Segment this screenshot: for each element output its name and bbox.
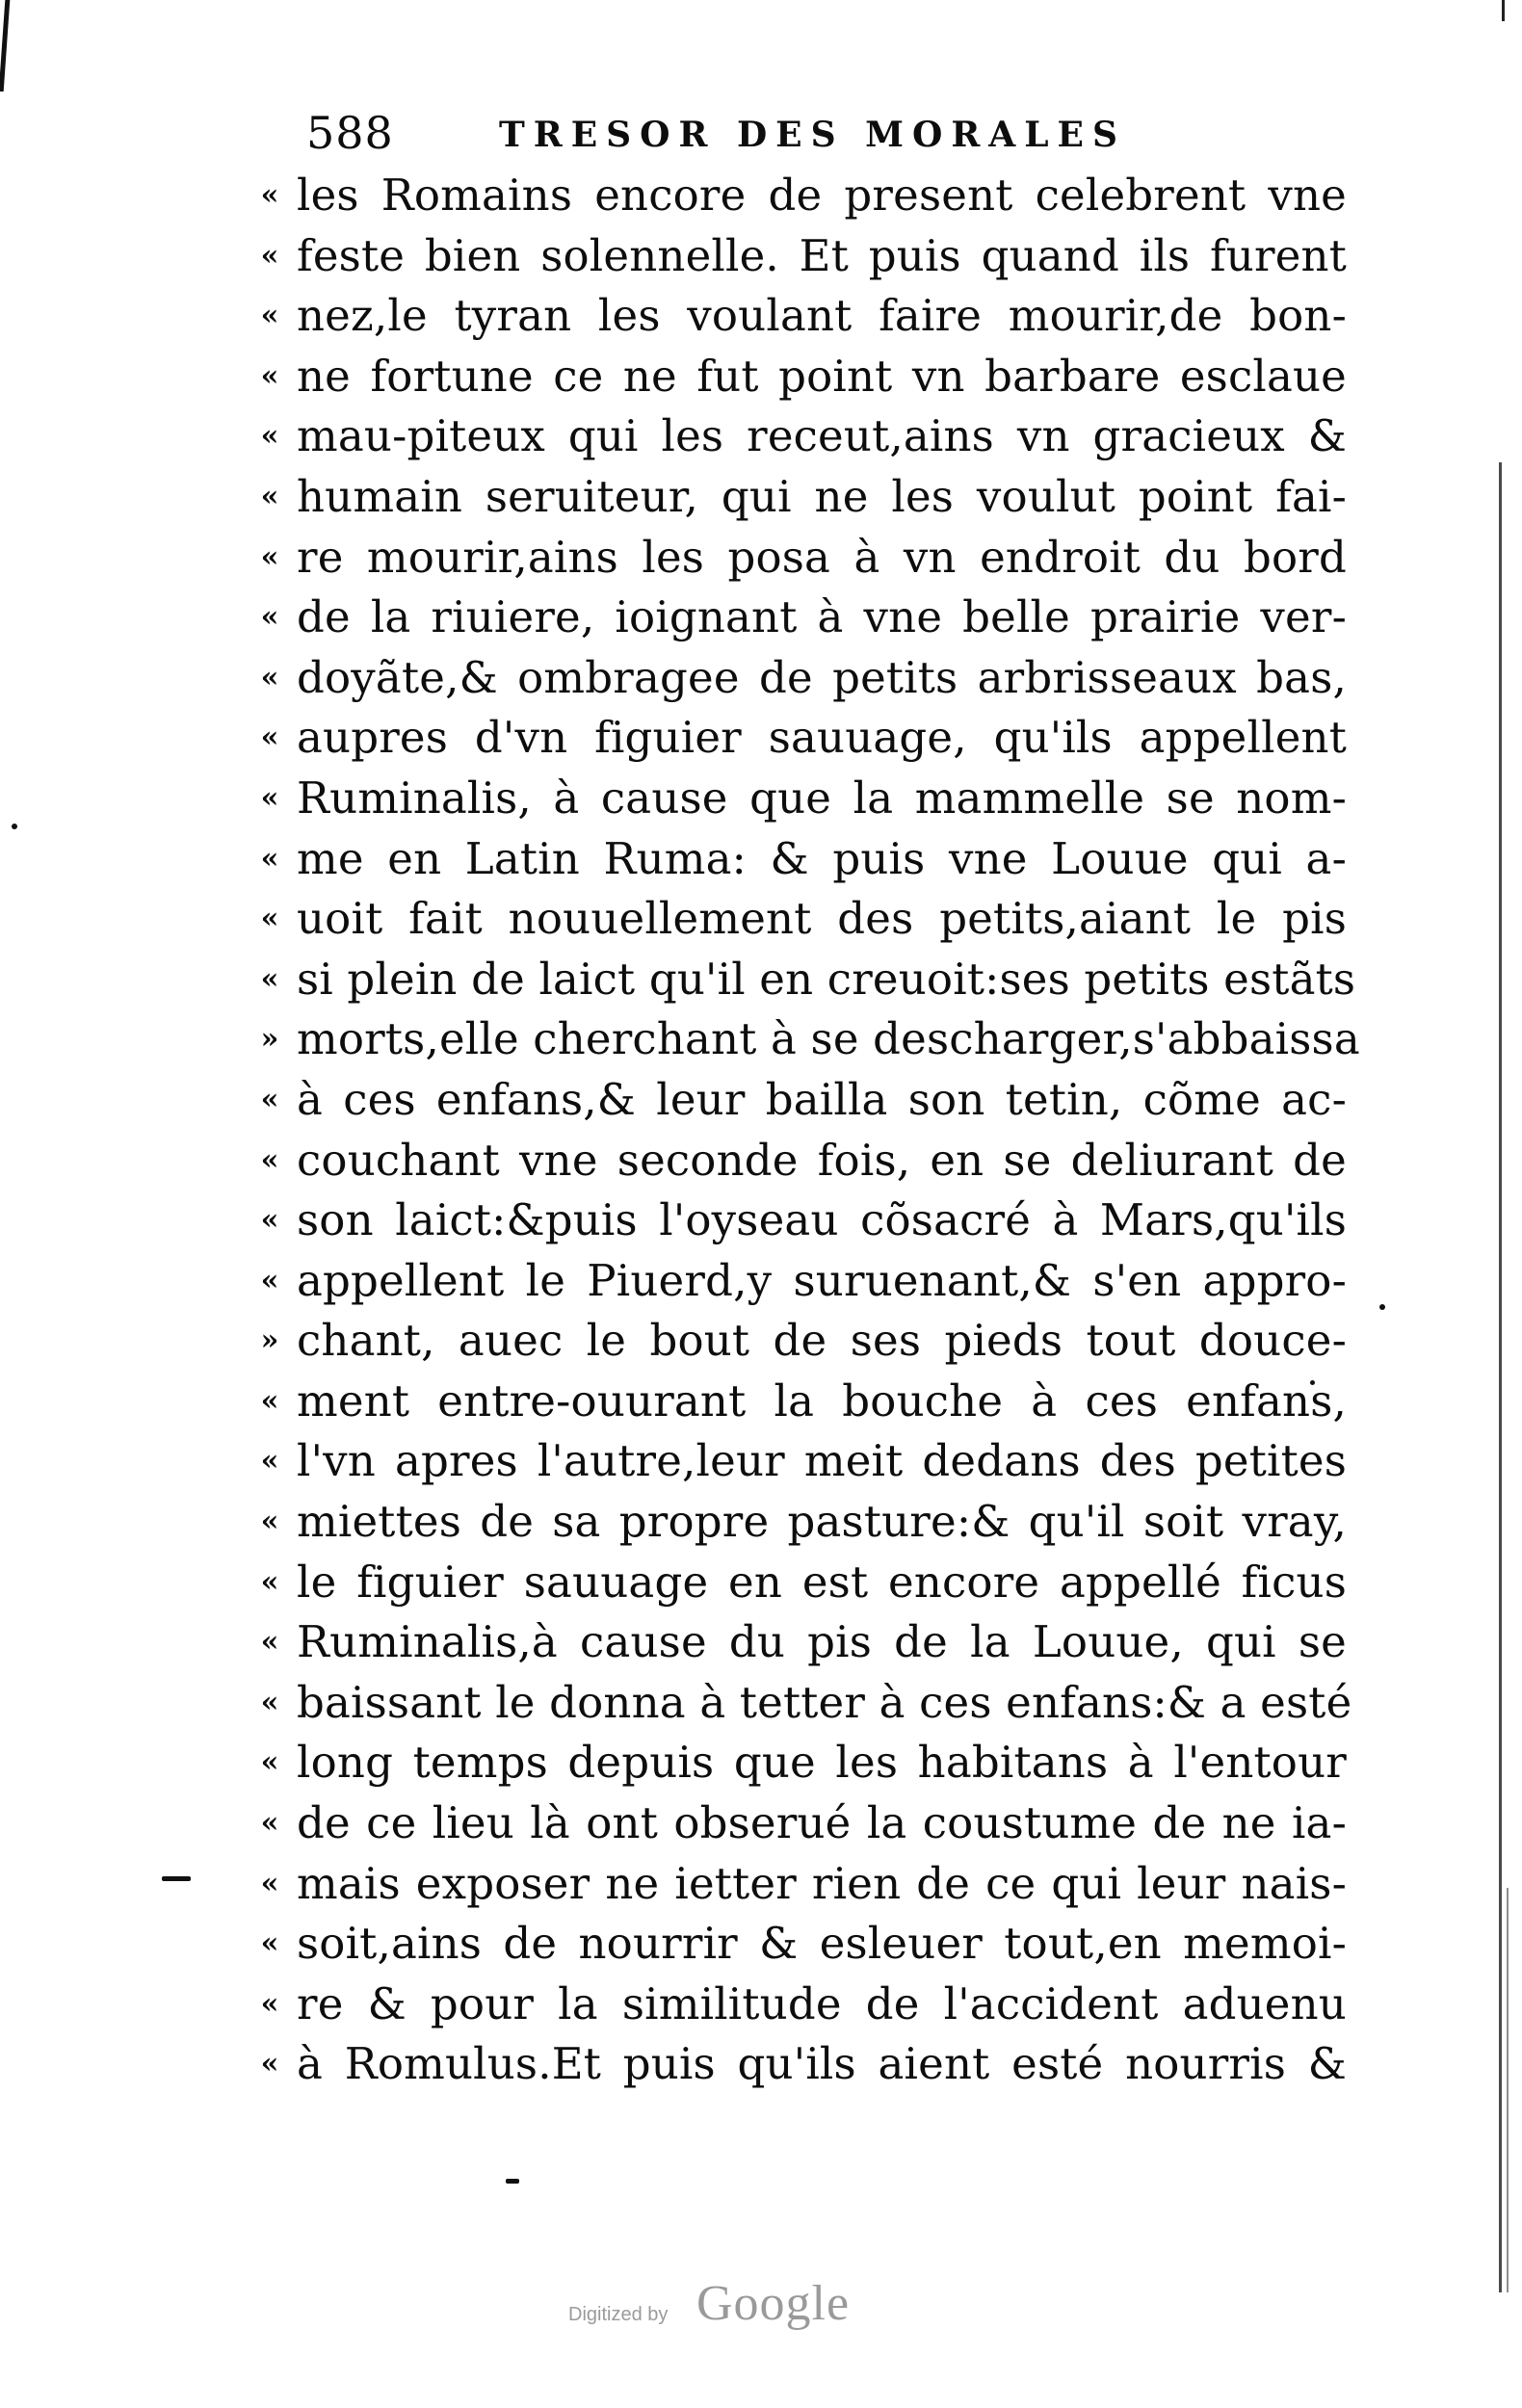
quotation-mark: « <box>260 1564 277 1599</box>
quotation-mark: « <box>260 902 277 936</box>
text-line <box>249 347 1356 407</box>
page-edge-mark <box>0 0 10 92</box>
text-line <box>249 1131 1356 1191</box>
line-text: baissant le donna à tetter à ces enfans:& a esté <box>297 1676 1352 1728</box>
text-line <box>249 2034 1356 2095</box>
ink-dash <box>162 1876 191 1881</box>
text-line <box>249 1492 1356 1553</box>
text-line <box>249 1914 1356 1975</box>
text-line <box>249 406 1356 467</box>
digitized-by-label: Digitized by <box>568 2304 669 2325</box>
text-line <box>249 1975 1356 2035</box>
google-logo: Google <box>696 2276 851 2331</box>
quotation-mark: » <box>260 1022 277 1057</box>
quotation-mark: « <box>260 600 277 635</box>
text-line <box>249 166 1356 226</box>
ink-dash <box>506 2179 519 2184</box>
quotation-mark: « <box>260 1383 277 1418</box>
line-text: le figuier sauuage en est encore appellé ficus <box>297 1556 1347 1608</box>
page-header <box>306 108 1327 162</box>
quotation-mark: « <box>260 1142 277 1177</box>
line-text: ne fortune ce ne fut point vn barbare esclaue <box>297 350 1347 402</box>
quotation-mark: « <box>260 1263 277 1297</box>
text-line <box>249 1372 1356 1432</box>
text-line <box>249 286 1356 347</box>
text-line <box>249 708 1356 769</box>
quotation-mark: « <box>260 1685 277 1719</box>
page-edge-mark <box>1507 1888 1509 2292</box>
quotation-mark: « <box>260 539 277 574</box>
text-line <box>249 1009 1360 1070</box>
text-line <box>249 1251 1356 1312</box>
quotation-mark: « <box>260 841 277 876</box>
line-text: re & pour la similitude de l'accident aduenu <box>297 1977 1347 2029</box>
text-line <box>249 226 1356 287</box>
quotation-mark: « <box>260 660 277 694</box>
line-text: long temps depuis que les habitans à l'entour <box>297 1737 1347 1789</box>
quotation-mark: « <box>260 1625 277 1660</box>
text-line <box>249 769 1356 829</box>
text-line <box>249 1733 1356 1793</box>
line-text: appellent le Piuerd,y suruenant,& s'en appro- <box>297 1254 1347 1306</box>
quotation-mark: « <box>260 479 277 513</box>
line-text: mais exposer ne ietter rien de ce qui leur nais- <box>297 1857 1347 1909</box>
text-line <box>249 1793 1356 1854</box>
quotation-mark: « <box>260 720 277 755</box>
text-line <box>249 648 1356 709</box>
text-line <box>249 528 1356 589</box>
quotation-mark: » <box>260 1323 277 1358</box>
quotation-mark: « <box>260 1926 277 1961</box>
quotation-mark: « <box>260 178 277 212</box>
line-text: à ces enfans,& leur bailla son tetin, cõme ac- <box>297 1073 1347 1125</box>
line-text: aupres d'vn figuier sauuage, qu'ils appellent <box>297 712 1347 764</box>
quotation-mark: « <box>260 1866 277 1900</box>
quotation-mark: « <box>260 299 277 333</box>
line-text: uoit fait nouuellement des petits,aiant le pis <box>297 893 1347 945</box>
page-edge-mark <box>1502 0 1505 21</box>
line-text: mau-piteux qui les receut,ains vn gracieux & <box>297 410 1347 462</box>
quotation-mark: « <box>260 1444 277 1479</box>
line-text: me en Latin Ruma: & puis vne Louue qui a- <box>297 832 1347 884</box>
line-text: couchant vne seconde fois, en se deliurant de <box>297 1134 1347 1186</box>
line-text: les Romains encore de present celebrent vne <box>297 170 1347 221</box>
text-line <box>249 829 1356 890</box>
quotation-mark: « <box>260 780 277 815</box>
line-text: si plein de laict qu'il en creuoit:ses petits estãts <box>297 953 1356 1005</box>
quotation-mark: « <box>260 238 277 273</box>
text-line <box>249 1612 1356 1673</box>
text-line <box>249 889 1356 950</box>
line-text: à Romulus.Et puis qu'ils aient esté nourris & <box>297 2038 1347 2090</box>
text-line <box>249 1431 1356 1492</box>
line-text: nez,le tyran les voulant faire mourir,de bon- <box>297 290 1347 342</box>
quotation-mark: « <box>260 1082 277 1116</box>
quotation-mark: « <box>260 1203 277 1238</box>
text-line <box>249 1311 1356 1372</box>
line-text: doyãte,& ombragee de petits arbrisseaux bas, <box>297 651 1347 703</box>
line-text: re mourir,ains les posa à vn endroit du bord <box>297 531 1347 583</box>
line-text: de ce lieu là ont obserué la coustume de ne ia- <box>297 1797 1347 1849</box>
text-line <box>249 1191 1356 1251</box>
line-text: son laict:&puis l'oyseau cõsacré à Mars,qu'ils <box>297 1194 1347 1246</box>
text-line <box>249 1553 1356 1613</box>
page-number: 588 <box>306 107 394 159</box>
quotation-mark: « <box>260 961 277 996</box>
text-line <box>249 1070 1356 1131</box>
line-text: soit,ains de nourrir & esleuer tout,en memoi- <box>297 1918 1347 1970</box>
text-line <box>249 1673 1356 1734</box>
line-text: de la riuiere, ioignant à vne belle prairie ver- <box>297 591 1347 643</box>
line-text: ment entre-ouurant la bouche à ces enfans, <box>297 1374 1347 1426</box>
line-text: miettes de sa propre pasture:& qu'il soit vray, <box>297 1496 1347 1548</box>
quotation-mark: « <box>260 358 277 393</box>
line-text: Ruminalis,à cause du pis de la Louue, qui se <box>297 1616 1347 1668</box>
quotation-mark: « <box>260 419 277 454</box>
page-edge-mark <box>1499 462 1502 2292</box>
text-line <box>249 950 1356 1010</box>
line-text: chant, auec le bout de ses pieds tout douce- <box>297 1315 1347 1367</box>
body-text <box>249 166 1360 2095</box>
quotation-mark: « <box>260 1745 277 1780</box>
running-head: TRESOR DES MORALES <box>499 115 1126 155</box>
line-text: l'vn apres l'autre,leur meit dedans des petites <box>297 1435 1347 1487</box>
line-text: Ruminalis, à cause que la mammelle se nom- <box>297 772 1347 824</box>
text-line <box>249 1854 1356 1915</box>
text-line <box>249 467 1356 528</box>
quotation-mark: « <box>260 1505 277 1539</box>
line-text: morts,elle cherchant à se descharger,s'abbaissa <box>297 1013 1360 1065</box>
line-text: humain seruiteur, qui ne les voulut point fai- <box>297 470 1347 522</box>
ink-speck <box>12 824 17 829</box>
text-line <box>249 588 1356 648</box>
line-text: feste bien solennelle. Et puis quand ils furent <box>297 229 1347 281</box>
ink-speck <box>1379 1304 1385 1310</box>
digitization-watermark <box>568 2275 954 2343</box>
quotation-mark: « <box>260 1806 277 1841</box>
quotation-mark: « <box>260 1986 277 2021</box>
quotation-mark: « <box>260 2047 277 2081</box>
